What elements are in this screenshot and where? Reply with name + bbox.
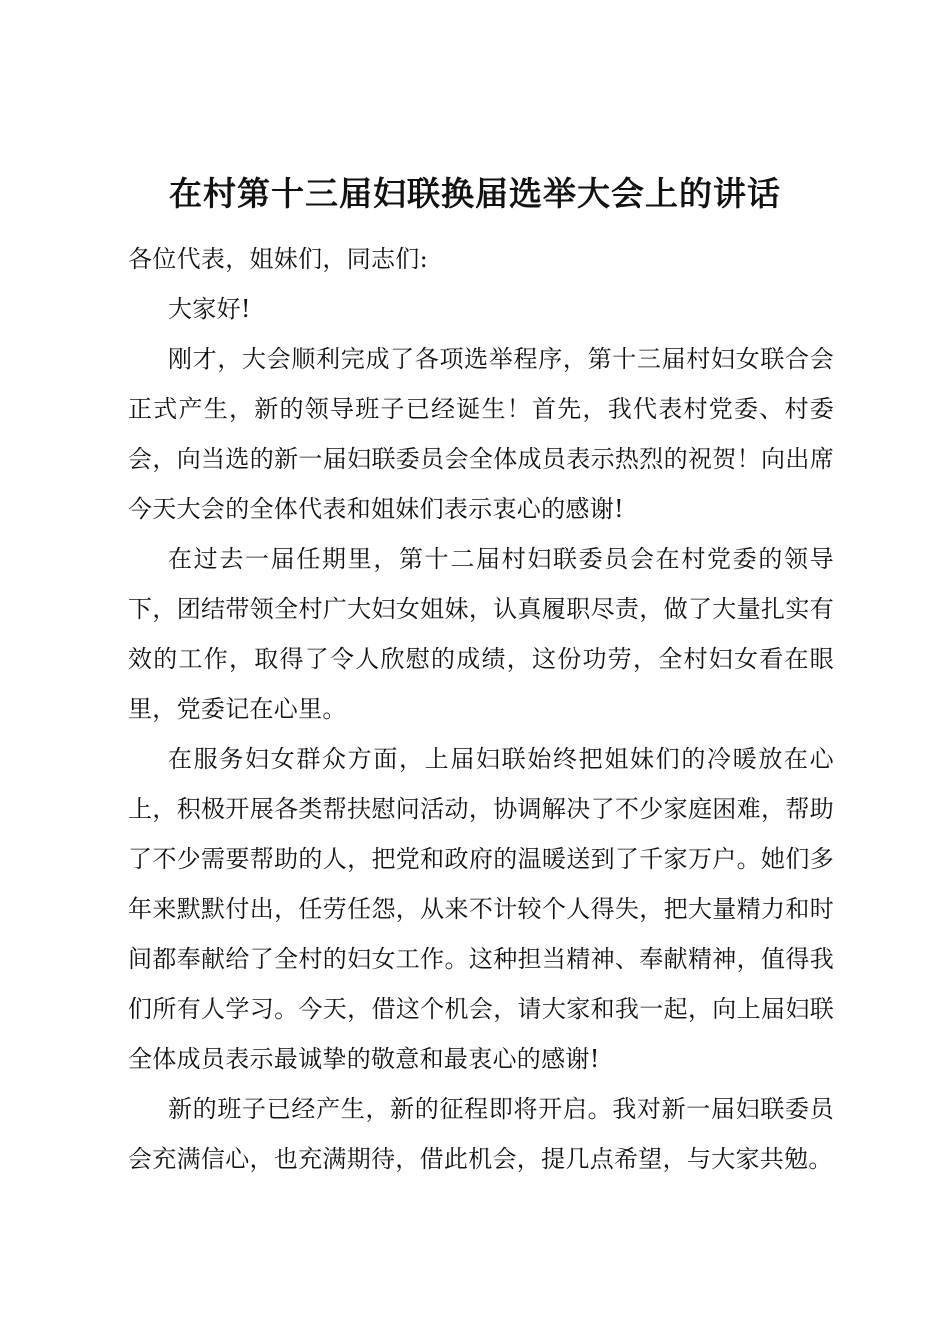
document-title: 在村第十三届妇联换届选举大会上的讲话 [169,174,781,213]
paragraph-new-team: 新的班子已经产生，新的征程即将开启。我对新一届妇联委员会充满信心，也充满期待，借此机会，提几点希望，与大家共勉。 [128,1095,834,1173]
paragraph-greeting: 大家好! [168,295,251,323]
paragraph-service: 在服务妇女群众方面，上届妇联始终把姐妹们的冷暖放在心上，积极开展各类帮扶慰问活动，协调解决了不少家庭困难，帮助了不少需要帮助的人，把党和政府的温暖送到了千家万户。她们多年来默默付出，任劳任怨，从来不计较个人得失，把大量精力和时间都奉献给了全村的妇女工作。这种担当精神、奉献精神，值得我们所有人学习。今天，借这个机会，请大家和我一起，向上届妇联全体成员表示最诚挚的敬意和最衷心的感谢! [128,745,834,1073]
document-body [128,234,834,1184]
paragraph-congratulations: 刚才，大会顺利完成了各项选举程序，第十三届村妇女联合会正式产生，新的领导班子已经诞生！首先，我代表村党委、村委会，向当选的新一届妇联委员会全体成员表示热烈的祝贺！向出席今天大会的全体代表和姐妹们表示衷心的感谢! [128,345,834,523]
salutation: 各位代表，姐妹们，同志们: [128,245,428,273]
paragraph-past-term: 在过去一届任期里，第十二届村妇联委员会在村党委的领导下，团结带领全村广大妇女姐妹，认真履职尽责，做了大量扎实有效的工作，取得了令人欣慰的成绩，这份功劳，全村妇女看在眼里，党委记在心里。 [128,545,834,723]
